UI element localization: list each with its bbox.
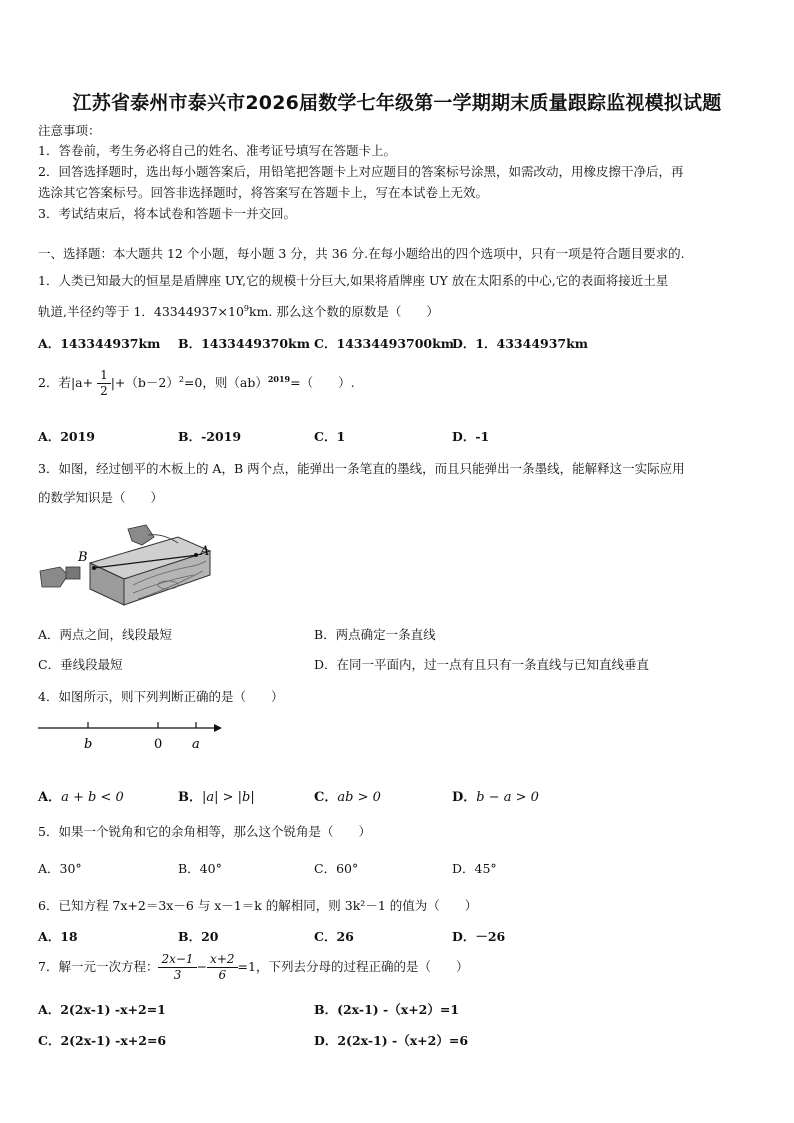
- q2-option-c[interactable]: C．1: [314, 429, 346, 444]
- q6-option-c[interactable]: C．26: [314, 929, 354, 944]
- label-b: B: [78, 550, 88, 565]
- q2-option-a[interactable]: A．2019: [38, 429, 95, 444]
- notice-item-3: 3．考试结束后，将本试卷和答题卡一并交回。: [38, 206, 296, 221]
- q3-option-b[interactable]: B．两点确定一条直线: [314, 627, 436, 642]
- page-title: 江苏省泰州市泰兴市2026届数学七年级第一学期期末质量跟踪监视模拟试题: [72, 92, 722, 114]
- q5-line: 5．如果一个锐角和它的余角相等，那么这个锐角是（ ）: [38, 824, 371, 839]
- q3-option-c[interactable]: C．垂线段最短: [38, 657, 123, 672]
- q1-line1: 1．人类已知最大的恒星是盾牌座 UY,它的规模十分巨大,如果将盾牌座 UY 放在太阳系的中心,它的表面将接近土星: [38, 273, 669, 288]
- q1-option-b[interactable]: B．1433449370km: [178, 336, 310, 351]
- q7-question: 7．解一元一次方程： $\frac{2x-1}{3}$ − $\frac{x+2}{6}$ =1，下列去分母的过程正确的是（ ）: [38, 952, 469, 982]
- q3-option-a[interactable]: A．两点之间，线段最短: [38, 627, 173, 642]
- q2-option-d[interactable]: D．-1: [452, 429, 490, 444]
- label-0: 0: [154, 737, 163, 752]
- notice-item-2: 2．回答选择题时，选出每小题答案后，用铅笔把答题卡上对应题目的答案标号涂黑，如需改动，用橡皮擦干净后，再: [38, 164, 684, 179]
- point-a-dot: [194, 553, 198, 557]
- q4-option-d[interactable]: D．b − a > 0: [452, 790, 539, 805]
- q1-option-d[interactable]: D．1．43344937km: [452, 336, 589, 351]
- q7-fraction-2: $\frac{x+2}{6}$: [207, 952, 237, 983]
- q2-question: 2．若|a+ $\frac{1}{2}$ $|+(b-2)^2=0$，则（ab）$^{2019}$=（ ）.: [38, 368, 355, 398]
- section-heading: 一、选择题：本大题共 12 个小题，每小题 3 分，共 36 分.在每小题给出的四个选项中，只有一项是符合题目要求的.: [38, 246, 685, 261]
- q4-number-line: [36, 714, 226, 754]
- q7-option-d[interactable]: D．2(2x-1) -（x+2）=6: [314, 1033, 469, 1048]
- label-a: a: [192, 737, 200, 752]
- q6-line: 6．已知方程 7x+2＝3x－6 与 x－1＝k 的解相同，则 3k²－1 的值为（ ）: [38, 898, 478, 913]
- q5-option-c[interactable]: C．60°: [314, 861, 359, 876]
- q1-option-c[interactable]: C．14334493700km: [314, 336, 455, 351]
- q5-option-d[interactable]: D．45°: [452, 861, 497, 876]
- hand-left-icon: [40, 567, 68, 587]
- q4-option-a[interactable]: A．a + b < 0: [38, 790, 124, 805]
- q3-line2: 的数学知识是（ ）: [38, 490, 164, 505]
- q4-line: 4．如图所示，则下列判断正确的是（ ）: [38, 689, 284, 704]
- label-b: b: [84, 737, 93, 752]
- q5-option-a[interactable]: A．30°: [38, 861, 82, 876]
- q7-fraction-1: $\frac{2x-1}{3}$: [158, 952, 196, 983]
- ink-box-icon: [66, 567, 80, 579]
- q1-line2: 轨道,半径约等于 1．$43344937\times 10^9km$. 那么这个数的原数是（ ）: [38, 303, 439, 319]
- q3-line1: 3．如图，经过刨平的木板上的 A，B 两个点，能弹出一条笔直的墨线，而且只能弹出一条墨线，能解释这一实际应用: [38, 461, 685, 476]
- q6-option-a[interactable]: A．18: [38, 929, 78, 944]
- q2-option-b[interactable]: B．-2019: [178, 429, 242, 444]
- q7-option-b[interactable]: B．(2x-1) -（x+2）=1: [314, 1002, 460, 1017]
- q4-option-b[interactable]: B．|a| > |b|: [178, 790, 255, 805]
- label-a: A: [200, 544, 210, 559]
- q6-option-d[interactable]: D．－26: [452, 929, 506, 944]
- q3-board-figure: [38, 515, 218, 610]
- q5-option-b[interactable]: B．40°: [178, 861, 222, 876]
- q1-option-a[interactable]: A．143344937km: [38, 336, 161, 351]
- q7-option-a[interactable]: A．2(2x-1) -x+2=1: [38, 1002, 166, 1017]
- notice-item-2-cont: 选涂其它答案标号。回答非选择题时，将答案写在答题卡上，写在本试卷上无效。: [38, 185, 489, 200]
- axis-arrow-icon: [214, 724, 222, 732]
- q7-option-c[interactable]: C．2(2x-1) -x+2=6: [38, 1033, 167, 1048]
- q6-option-b[interactable]: B．20: [178, 929, 219, 944]
- point-b-dot: [92, 566, 96, 570]
- q3-option-d[interactable]: D．在同一平面内，过一点有且只有一条直线与已知直线垂直: [314, 657, 650, 672]
- q4-option-c[interactable]: C．ab > 0: [314, 790, 381, 805]
- q2-fraction: $\frac{1}{2}$: [97, 368, 111, 399]
- notice-heading: 注意事项：: [38, 123, 101, 138]
- notice-item-1: 1．答卷前，考生务必将自己的姓名、准考证号填写在答题卡上。: [38, 143, 396, 158]
